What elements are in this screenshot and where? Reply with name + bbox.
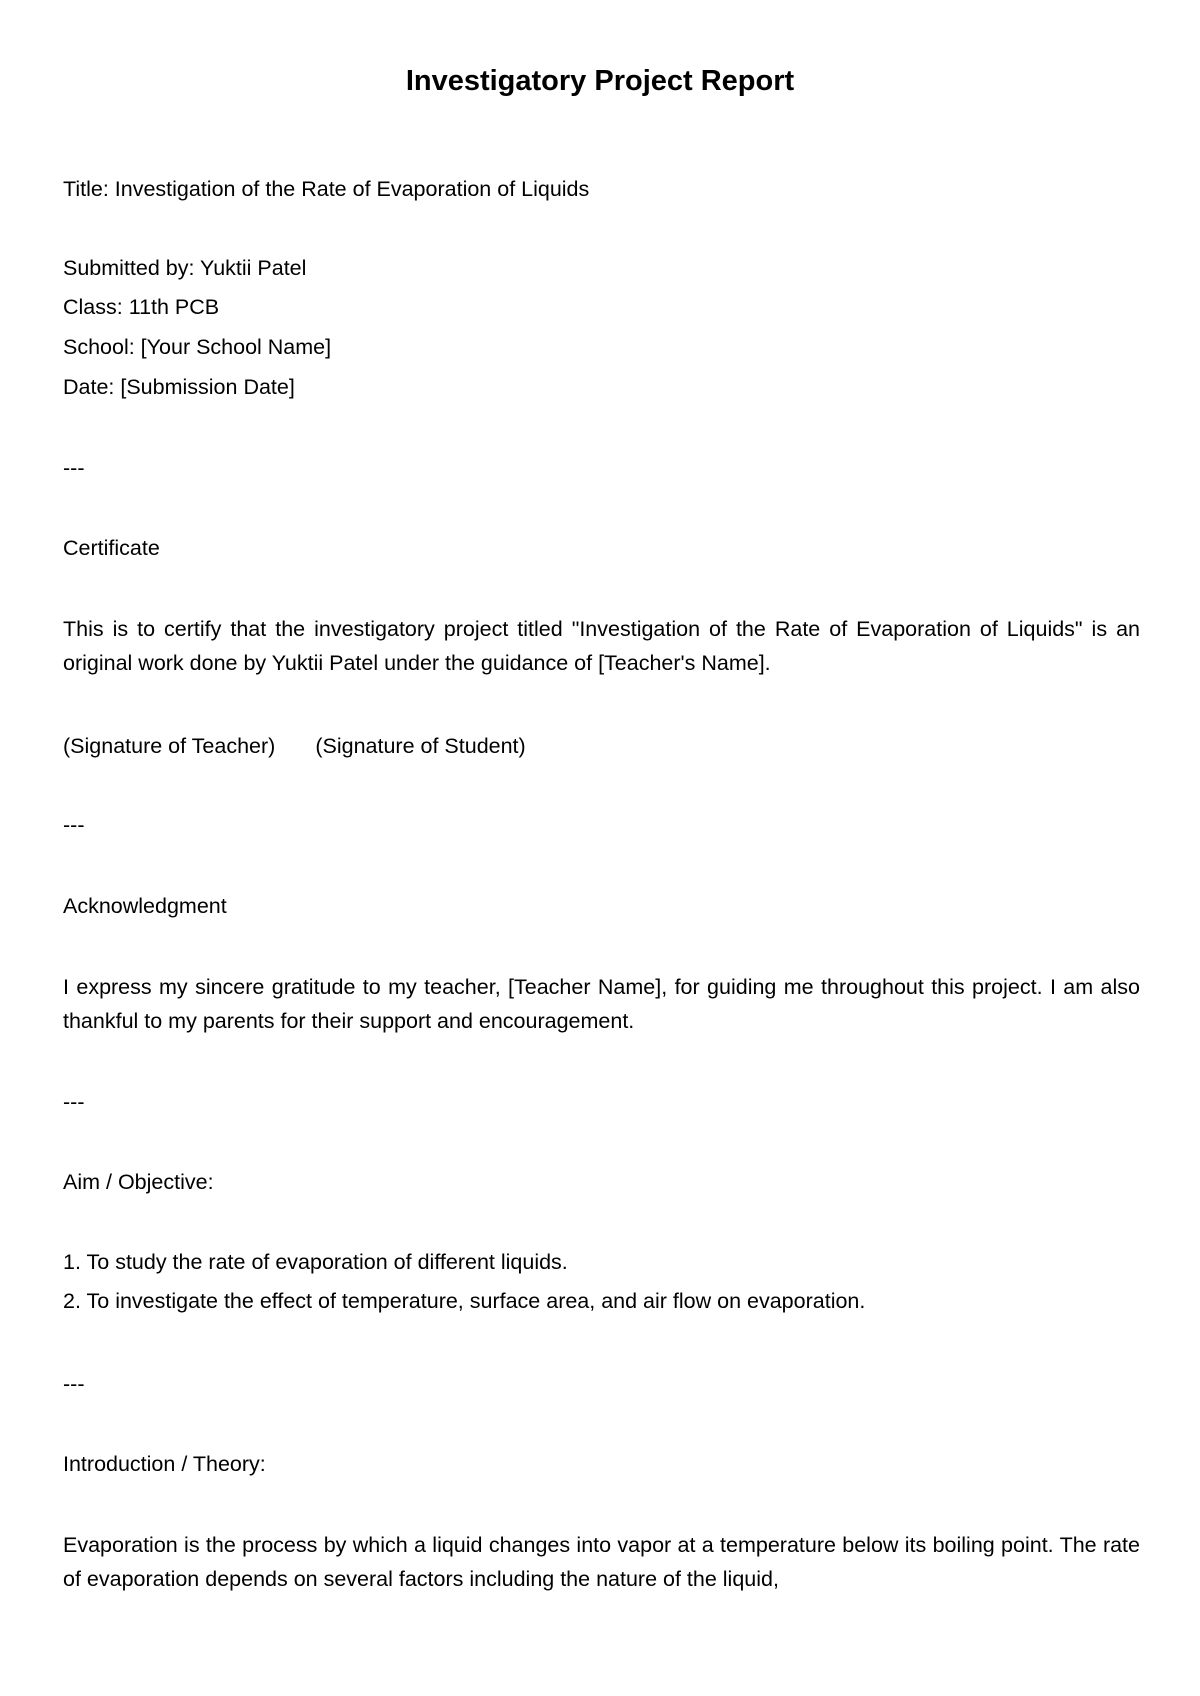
section-separator: --- [63,456,85,480]
aim-list-item: 1. To study the rate of evaporation of different liquids. [63,1250,568,1274]
acknowledgment-heading: Acknowledgment [63,894,227,918]
school-line: School: [Your School Name] [63,335,332,359]
section-separator: --- [63,813,85,837]
date-line: Date: [Submission Date] [63,375,295,399]
certificate-heading: Certificate [63,536,160,560]
introduction-heading: Introduction / Theory: [63,1452,266,1476]
document-title: Investigatory Project Report [405,65,795,97]
class-line: Class: 11th PCB [63,295,220,319]
student-signature-label: (Signature of Student) [315,734,526,758]
introduction-body: Evaporation is the process by which a liquid changes into vapor at a temperature below its boiling point. The rate of evaporation depends on several factors including the nature of the liquid, [63,1533,1140,1591]
project-title-line: Title: Investigation of the Rate of Evaporation of Liquids [63,177,590,201]
submitted-by-line: Submitted by: Yuktii Patel [63,256,307,280]
signature-row [63,733,526,759]
certificate-body: This is to certify that the investigatory project titled "Investigation of the Rate of Evaporation of Liquids" is an original work done by Yuktii Patel under the guidance of [Teacher's Name]. [63,617,1140,675]
aim-list-item: 2. To investigate the effect of temperature, surface area, and air flow on evaporation. [63,1289,866,1313]
aim-heading: Aim / Objective: [63,1170,214,1194]
section-separator: --- [63,1372,85,1396]
acknowledgment-body: I express my sincere gratitude to my teacher, [Teacher Name], for guiding me throughout this project. I am also thankful to my parents for their support and encouragement. [63,975,1140,1033]
teacher-signature-label: (Signature of Teacher) [63,734,276,758]
section-separator: --- [63,1090,85,1114]
